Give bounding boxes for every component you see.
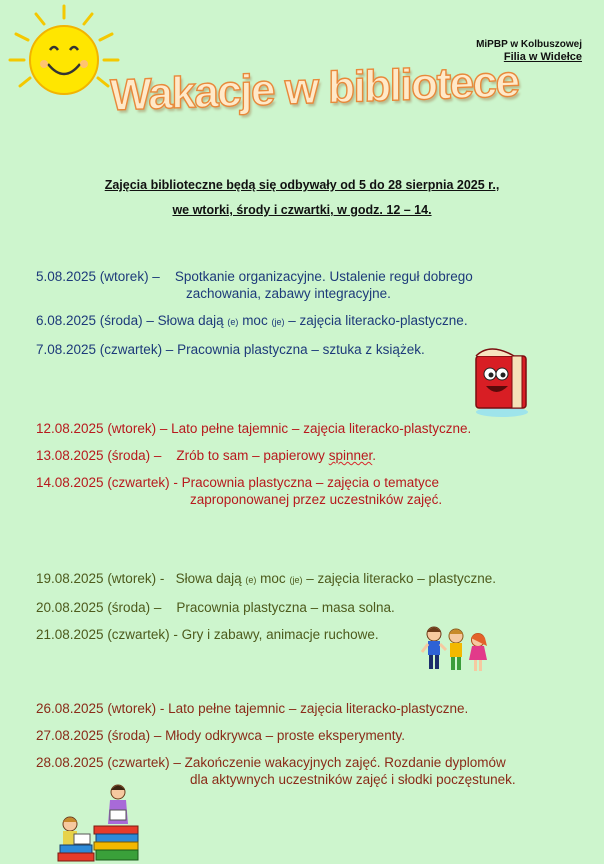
reading-children-icon [54,780,142,862]
entry-date: 28.08.2025 (czwartek) – [36,755,181,770]
week-2-schedule [36,420,471,518]
schedule-entry [36,312,473,331]
entry-text: Pracownia plastyczna – sztuka z książek. [177,342,425,357]
entry-date: 6.08.2025 (środa) – [36,313,154,328]
entry-text: Zrób to sam – papierowy [176,448,325,463]
entry-date: 5.08.2025 (wtorek) – [36,269,160,284]
entry-date: 12.08.2025 (wtorek) – [36,421,168,436]
intro-line-1: Zajęcia biblioteczne będą się odbywały od 5 do 28 sierpnia 2025 r., [104,178,500,192]
entry-text: Pracownia plastyczna – masa solna. [176,600,395,615]
entry-text-cont: zachowania, zabawy integracyjne. [186,286,391,301]
entry-text-small: (e) [227,317,239,327]
organization-name: MiPBP w Kolbuszowej [476,39,582,50]
entry-text: moc [242,313,268,328]
schedule-entry [36,570,496,589]
entry-text: Pracownia plastyczna – zajęcia o tematyce [181,475,439,490]
entry-text-small: (je) [271,317,285,327]
schedule-entry [36,447,471,464]
entry-text: Słowa dają [175,571,242,586]
branch-name: Filia w Widełce [503,51,582,63]
schedule-entry [36,700,516,717]
intro-line-2: we wtorki, środy i czwartki, w godz. 12 – 14. [172,203,432,217]
poster-title: Wakacje w bibliotece [110,56,519,121]
schedule-entry [36,268,473,302]
entry-text: Słowa dają [157,313,224,328]
entry-text: Lato pełne tajemnic – zajęcia literacko-plastyczne. [171,421,472,436]
entry-text: – zajęcia literacko-plastyczne. [288,313,468,328]
entry-text: moc [260,571,286,586]
entry-text: Spotkanie organizacyjne. Ustalenie reguł dobrego [174,269,473,284]
entry-text: – zajęcia literacko – plastyczne. [306,571,497,586]
entry-date: 27.08.2025 (środa) – [36,728,162,743]
entry-text-small: (e) [245,575,257,585]
entry-date: 19.08.2025 (wtorek) - [36,571,165,586]
entry-text: . [372,448,377,463]
entry-text: Młody odkrywca – proste eksperymenty. [165,728,405,743]
entry-date: 14.08.2025 (czwartek) - [36,475,178,490]
entry-text: Lato pełne tajemnic – zajęcia literacko-plastyczne. [168,701,469,716]
entry-date: 13.08.2025 (środa) – [36,448,162,463]
schedule-entry [36,341,473,358]
entry-text-spellcheck: spinner [328,448,373,463]
schedule-entry [36,599,496,616]
children-icon [420,622,492,676]
entry-text-cont: dla aktywnych uczestników zajęć i słodki poczęstunek. [190,772,516,787]
entry-text: Zakończenie wakacyjnych zajęć. Rozdanie dyplomów [184,755,506,770]
schedule-entry [36,474,471,508]
intro-text [0,173,604,223]
entry-date: 26.08.2025 (wtorek) - [36,701,165,716]
entry-date: 21.08.2025 (czwartek) - [36,627,178,642]
entry-date: 7.08.2025 (czwartek) – [36,342,174,357]
book-icon [472,342,530,418]
entry-date: 20.08.2025 (środa) – [36,600,162,615]
schedule-entry [36,420,471,437]
entry-text-small: (je) [289,575,303,585]
entry-text-cont: zaproponowanej przez uczestników zajęć. [190,492,443,507]
entry-text: Gry i zabawy, animacje ruchowe. [181,627,379,642]
week-1-schedule [36,268,473,368]
schedule-entry [36,727,516,744]
sun-icon [6,4,122,100]
